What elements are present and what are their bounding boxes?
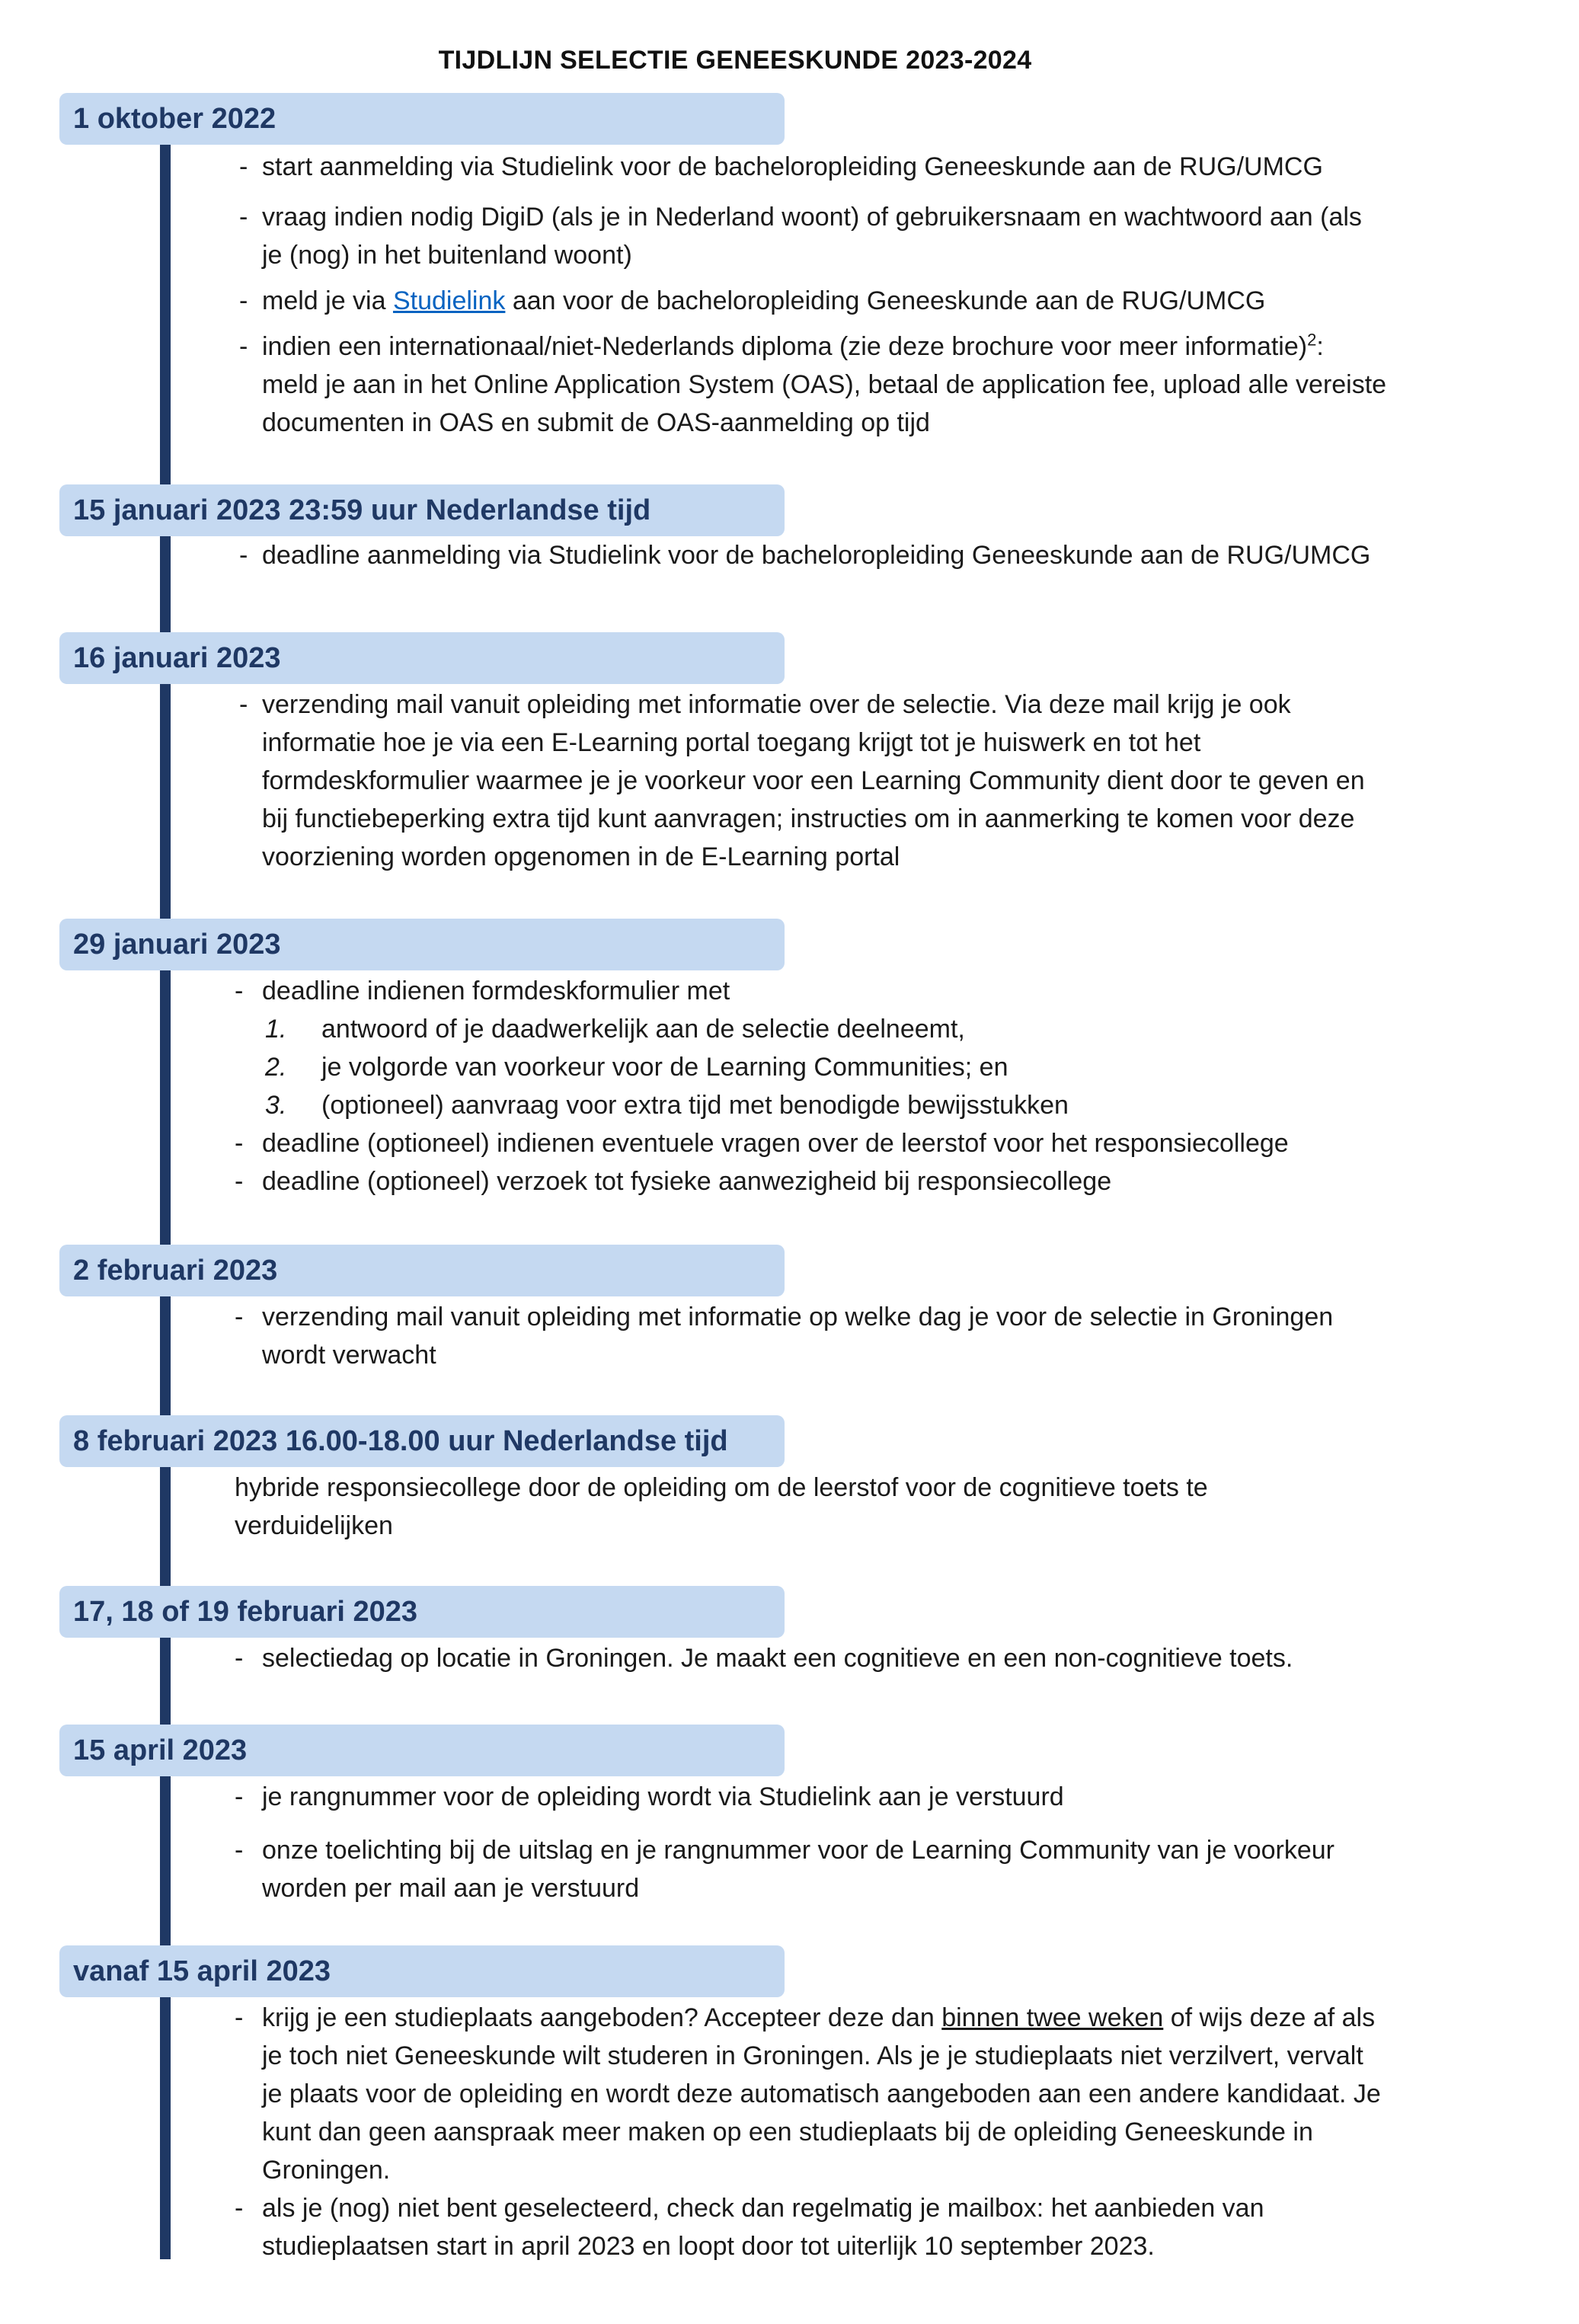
list-item	[59, 2189, 1522, 2265]
list-dash: -	[239, 332, 248, 361]
list-item	[59, 1162, 1522, 1200]
date-heading: 15 januari 2023 23:59 uur Nederlandse tijd	[59, 484, 785, 536]
list-dash: -	[235, 1836, 244, 1865]
list-item	[59, 1778, 1522, 1816]
item-text: aan voor de bacheloropleiding Geneeskunde aan de RUG/UMCG	[505, 286, 1266, 315]
numbered-item	[59, 1010, 1522, 1048]
item-text: je rangnummer voor de opleiding wordt via Studielink aan je verstuurd	[262, 1782, 1064, 1811]
list-dash: -	[235, 2003, 244, 2032]
list-dash: -	[235, 2194, 244, 2223]
list-item	[59, 282, 1522, 320]
item-number: 1.	[265, 1015, 287, 1044]
item-text-line: hybride responsiecollege door de opleiding om de leerstof voor de cognitieve toets te	[235, 1473, 1208, 1502]
item-text: krijg je een studieplaats aangeboden? Accepteer deze dan	[262, 2003, 942, 2032]
timeline-entry-29-januari-2023	[59, 919, 1522, 1200]
list-dash: -	[235, 1782, 244, 1811]
timeline-entry-vanaf-15-april-2023	[59, 1945, 1522, 2265]
list-dash: -	[239, 286, 248, 315]
footnote-marker: 2	[1307, 330, 1317, 350]
item-number: 2.	[265, 1053, 287, 1082]
item-text-line: verzending mail vanuit opleiding met informatie op welke dag je voor de selectie in Groningen	[262, 1303, 1334, 1331]
item-text-line: worden per mail aan je verstuurd	[262, 1874, 640, 1903]
numbered-item	[59, 1048, 1522, 1086]
numbered-item	[59, 1086, 1522, 1124]
list-dash: -	[235, 977, 244, 1005]
item-text: deadline (optioneel) indienen eventuele vragen over de leerstof voor het responsiecollege	[262, 1129, 1289, 1158]
list-dash: -	[235, 1644, 244, 1673]
date-heading: 17, 18 of 19 februari 2023	[59, 1586, 785, 1638]
list-item	[59, 148, 1522, 186]
list-item	[59, 1831, 1522, 1907]
item-text-line: informatie hoe je via een E-Learning portal toegang krijgt tot je huiswerk en tot het	[262, 728, 1201, 757]
item-text-line: onze toelichting bij de uitslag en je rangnummer voor de Learning Community van je voorkeur	[262, 1836, 1334, 1865]
date-heading: 8 februari 2023 16.00-18.00 uur Nederlandse tijd	[59, 1415, 785, 1467]
date-heading: 15 april 2023	[59, 1725, 785, 1776]
list-item	[59, 1298, 1522, 1374]
item-text: je volgorde van voorkeur voor de Learning Communities; en	[321, 1053, 1008, 1082]
item-text: deadline aanmelding via Studielink voor de bacheloropleiding Geneeskunde aan de RUG/UMCG	[262, 541, 1371, 570]
item-number: 3.	[265, 1091, 287, 1120]
item-text-line: verzending mail vanuit opleiding met informatie over de selectie. Via deze mail krijg je ook	[262, 690, 1291, 719]
list-item	[59, 536, 1522, 574]
date-heading: 1 oktober 2022	[59, 93, 785, 145]
underlined-text: binnen twee weken	[941, 2003, 1164, 2032]
timeline-entry-15-januari-2023	[59, 484, 1522, 590]
entry-text	[59, 1469, 1522, 1545]
list-item	[59, 686, 1522, 876]
item-text-line: meld je aan in het Online Application System (OAS), betaal de application fee, upload alle vereiste	[262, 370, 1387, 399]
item-text-line: indien een internationaal/niet-Nederlands diploma (zie deze brochure voor meer informatie)	[262, 332, 1308, 361]
list-item	[59, 198, 1522, 274]
timeline-entry-8-februari-2023	[59, 1415, 1522, 1545]
date-heading: 16 januari 2023	[59, 632, 785, 684]
list-dash: -	[239, 690, 248, 719]
item-text: meld je via	[262, 286, 393, 315]
item-text-line: vraag indien nodig DigiD (als je in Nederland woont) of gebruikersnaam en wachtwoord aan (als	[262, 203, 1362, 232]
item-text-line: je plaats voor de opleiding en wordt deze automatisch aangeboden aan een andere kandidaat. Je	[262, 2079, 1381, 2108]
item-text-line: bij functiebeperking extra tijd kunt aanvragen; instructies om in aanmerking te komen voor deze	[262, 804, 1355, 833]
list-dash: -	[239, 203, 248, 232]
item-text-line: als je (nog) niet bent geselecteerd, check dan regelmatig je mailbox: het aanbieden van	[262, 2194, 1264, 2223]
list-item	[59, 1999, 1522, 2189]
list-dash: -	[239, 541, 248, 570]
item-text: antwoord of je daadwerkelijk aan de selectie deelneemt,	[321, 1015, 965, 1044]
item-text-line: je (nog) in het buitenland woont)	[262, 241, 632, 270]
date-heading: vanaf 15 april 2023	[59, 1945, 785, 1997]
timeline-entry-15-april-2023	[59, 1725, 1522, 1923]
item-text-line: je toch niet Geneeskunde wilt studeren in Groningen. Als je je studieplaats niet verzilvert, vervalt	[262, 2041, 1363, 2070]
list-dash: -	[235, 1129, 244, 1158]
item-text-line: verduidelijken	[235, 1511, 393, 1540]
item-text-line: Groningen.	[262, 2156, 391, 2185]
list-dash: -	[239, 152, 248, 181]
studielink-link[interactable]: Studielink	[392, 286, 506, 315]
date-heading: 29 januari 2023	[59, 919, 785, 970]
timeline-entry-2-februari-2023	[59, 1245, 1522, 1389]
timeline-entry-17-18-19-februari-2023	[59, 1586, 1522, 1693]
item-text-line: formdeskformulier waarmee je je voorkeur voor een Learning Community dient door te geven en	[262, 766, 1365, 795]
item-text-line: documenten in OAS en submit de OAS-aanmelding op tijd	[262, 408, 930, 437]
item-text-line: studieplaatsen start in april 2023 en loopt door tot uiterlijk 10 september 2023.	[262, 2232, 1155, 2261]
timeline-entry-16-januari-2023	[59, 632, 1522, 891]
item-text: (optioneel) aanvraag voor extra tijd met benodigde bewijsstukken	[321, 1091, 1069, 1120]
item-text-line: voorziening worden opgenomen in de E-Learning portal	[262, 842, 900, 871]
list-item	[59, 1639, 1522, 1677]
list-dash: -	[235, 1167, 244, 1196]
colon: :	[1316, 332, 1324, 361]
timeline-entry-1-oktober-2022	[59, 93, 1522, 457]
item-text: start aanmelding via Studielink voor de bacheloropleiding Geneeskunde aan de RUG/UMCG	[262, 152, 1323, 181]
item-text: deadline (optioneel) verzoek tot fysieke aanwezigheid bij responsiecollege	[262, 1167, 1112, 1196]
list-item	[59, 1124, 1522, 1162]
timeline-line	[160, 142, 171, 2259]
list-item	[59, 972, 1522, 1010]
page-title: TIJDLIJN SELECTIE GENEESKUNDE 2023-2024	[438, 46, 1032, 75]
date-heading: 2 februari 2023	[59, 1245, 785, 1296]
item-text: selectiedag op locatie in Groningen. Je maakt een cognitieve en een non-cognitieve toets.	[262, 1644, 1293, 1673]
item-text-line: kunt dan geen aanspraak meer maken op een studieplaats bij de opleiding Geneeskunde in	[262, 2118, 1313, 2147]
item-text: deadline indienen formdeskformulier met	[262, 977, 730, 1005]
item-text-line: wordt verwacht	[262, 1341, 436, 1370]
item-text: of wijs deze af als	[1163, 2003, 1376, 2032]
list-dash: -	[235, 1303, 244, 1331]
list-item	[59, 328, 1522, 442]
